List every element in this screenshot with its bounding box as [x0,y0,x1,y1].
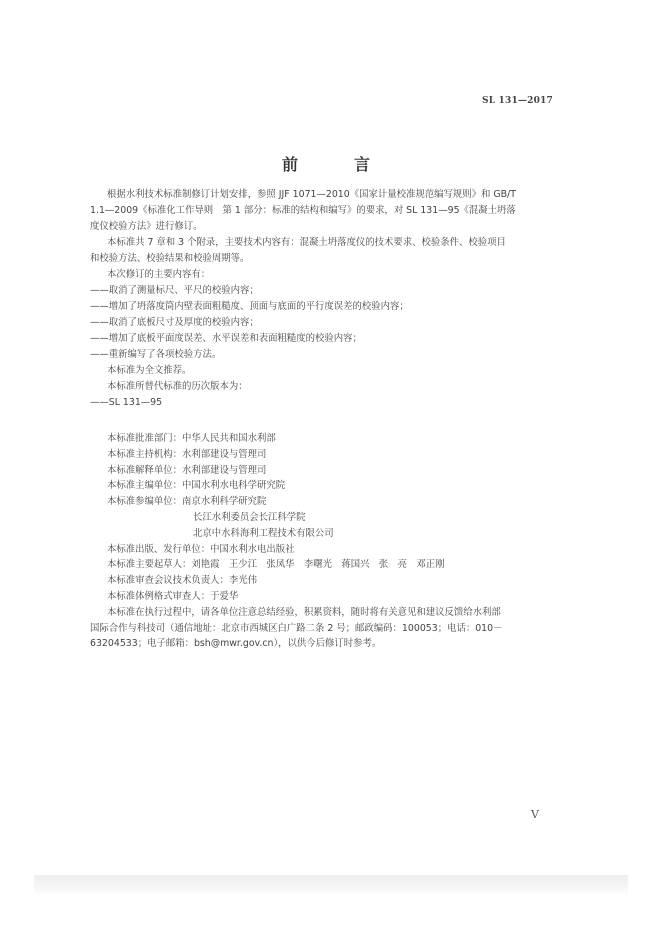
standard-code-header: SL 131—2017 [482,96,553,106]
feedback-line-3: 63204533；电子邮箱：bsh@mwr.gov.cn），以供今后修订时参考。 [90,638,382,650]
format-reviewer: 本标准体例格式审查人：于爱华 [107,590,239,602]
publisher: 本标准出版、发行单位：中国水利水电出版社 [107,543,295,555]
changes-heading: 本次修订的主要内容有： [107,269,211,280]
standard-info-block [90,431,555,652]
page-edge-shadow [34,875,628,897]
change-item: ——取消了底板尺寸及厚度的校验内容； [90,317,259,328]
participating-editor-3: 北京中水科海利工程技术有限公司 [193,527,334,539]
change-item: ——取消了测量标尺、平尺的校验内容； [90,285,259,296]
participating-editor-label: 本标准参编单位： [107,496,183,508]
mandatory-statement: 本标准为全文推荐。 [107,365,192,376]
technical-reviewer: 本标准审查会议技术负责人：李光伟 [107,575,258,587]
page-number: V [531,808,539,821]
change-item: ——增加了底板平面度误差、水平误差和表面粗糙度的校验内容； [90,333,362,344]
participating-editor-1: 南京水利科学研究院 [182,496,267,508]
scope-line-1: 本标准共 7 章和 3 个附录，主要技术内容有：混凝土坍落度仪的技术要求、校验条件、校验项目 [107,237,506,248]
history-item: ——SL 131—95 [90,397,163,408]
page-title: 前 言 [281,155,390,174]
supervising-agency: 本标准主持机构：水利部建设与管理司 [107,448,267,460]
intro-line-3: 度仪校验方法》进行修订。 [90,221,203,232]
change-item: ——重新编写了各项校验方法。 [90,349,222,360]
preface-body [90,187,555,411]
feedback-line-2: 国际合作与科技司（通信地址：北京市西城区白广路二条 2 号；邮政编码：100053；电话：010－ [90,622,503,634]
intro-line-2: 1.1—2009《标准化工作导则 第 1 部分：标准的结构和编写》的要求，对 SL 131—95《混凝土坍落 [90,205,516,216]
scope-line-2: 和校验方法、校验结果和校验周期等。 [90,253,250,264]
participating-editor-row [107,494,555,510]
intro-line-1: 根据水利技术标准制修订计划安排，参照 JJF 1071—2010《国家计量校准规范编写规则》和 GB/T [107,189,516,200]
history-heading: 本标准所替代标准的历次版本为： [107,381,248,392]
main-drafters: 本标准主要起草人：刘艳霞 王少江 张凤华 李曙光 蒋国兴 张 亮 邓正刚 [107,559,445,571]
feedback-line-1: 本标准在执行过程中，请各单位注意总结经验，积累资料，随时将有关意见和建议反馈给水利部 [107,606,501,618]
participating-editor-2: 长江水利委员会长江科学院 [193,511,306,523]
approving-department: 本标准批准部门：中华人民共和国水利部 [107,433,276,444]
change-item: ——增加了坍落度筒内壁表面粗糙度、顶面与底面的平行度误差的校验内容； [90,301,409,312]
interpreting-unit: 本标准解释单位：水利部建设与管理司 [107,464,267,476]
chief-editor-unit: 本标准主编单位：中国水利水电科学研究院 [107,480,286,492]
